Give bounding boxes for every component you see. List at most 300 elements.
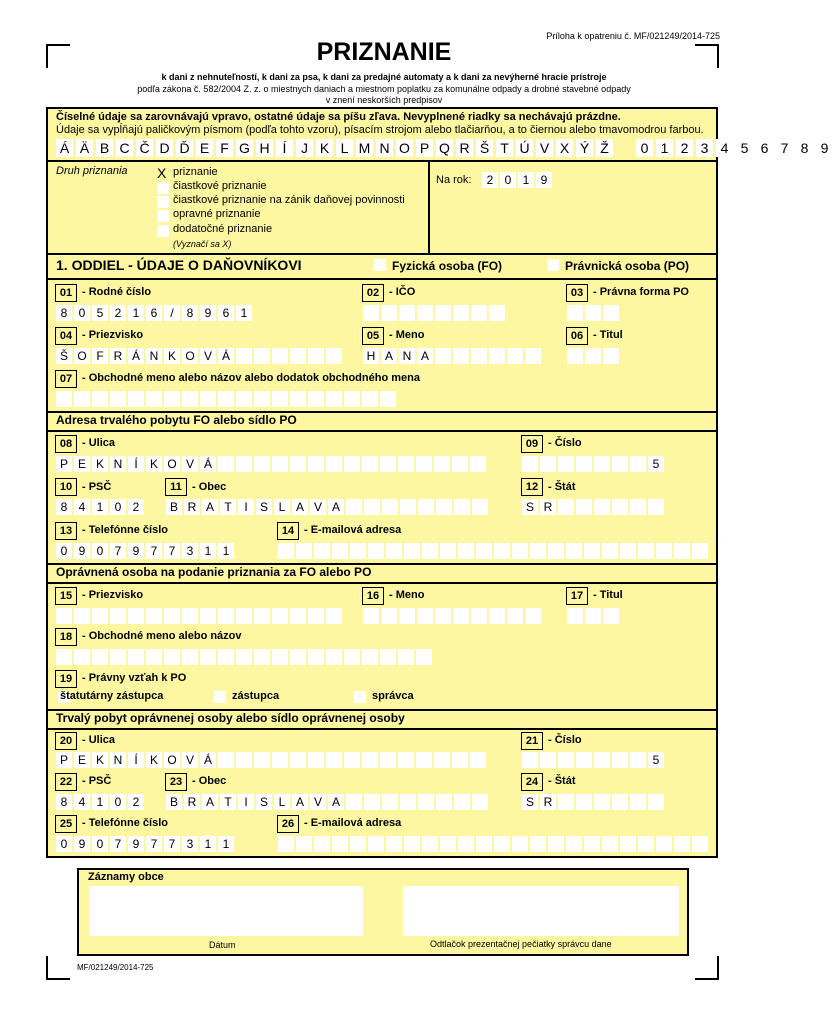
char-cell[interactable]: R: [540, 794, 556, 810]
char-cell[interactable]: [128, 608, 144, 624]
char-cell[interactable]: [648, 499, 664, 515]
char-cell[interactable]: V: [310, 499, 326, 515]
char-cell[interactable]: [416, 456, 432, 472]
char-cell[interactable]: [326, 391, 342, 407]
char-cell[interactable]: 8: [56, 794, 72, 810]
char-cell[interactable]: [278, 543, 294, 559]
street-field[interactable]: [56, 456, 486, 472]
char-cell[interactable]: [380, 649, 396, 665]
char-cell[interactable]: [612, 499, 628, 515]
char-cell[interactable]: [434, 752, 450, 768]
char-cell[interactable]: O: [182, 348, 198, 364]
auth-phone-field[interactable]: [56, 836, 234, 852]
char-cell[interactable]: E: [74, 752, 90, 768]
char-cell[interactable]: S: [256, 794, 272, 810]
char-cell[interactable]: [404, 543, 420, 559]
char-cell[interactable]: 9: [128, 543, 144, 559]
char-cell[interactable]: [381, 608, 397, 624]
char-cell[interactable]: [612, 456, 628, 472]
char-cell[interactable]: [182, 649, 198, 665]
auth-title-field[interactable]: [567, 608, 619, 624]
char-cell[interactable]: [218, 752, 234, 768]
char-cell[interactable]: [472, 499, 488, 515]
char-cell[interactable]: [400, 499, 416, 515]
char-cell[interactable]: K: [92, 752, 108, 768]
char-cell[interactable]: [530, 836, 546, 852]
char-cell[interactable]: 3: [182, 543, 198, 559]
char-cell[interactable]: 9: [128, 836, 144, 852]
char-cell[interactable]: 9: [74, 543, 90, 559]
char-cell[interactable]: 0: [74, 305, 90, 321]
char-cell[interactable]: [603, 305, 619, 321]
char-cell[interactable]: 1: [218, 836, 234, 852]
char-cell[interactable]: [308, 456, 324, 472]
char-cell[interactable]: T: [220, 499, 236, 515]
char-cell[interactable]: H: [363, 348, 379, 364]
char-cell[interactable]: [558, 456, 574, 472]
char-cell[interactable]: [458, 543, 474, 559]
char-cell[interactable]: [648, 794, 664, 810]
char-cell[interactable]: [567, 305, 583, 321]
char-cell[interactable]: [585, 305, 601, 321]
char-cell[interactable]: [576, 499, 592, 515]
char-cell[interactable]: [692, 543, 708, 559]
char-cell[interactable]: [272, 649, 288, 665]
char-cell[interactable]: [417, 305, 433, 321]
auth-business-name-field[interactable]: [56, 649, 432, 665]
char-cell[interactable]: S: [256, 499, 272, 515]
char-cell[interactable]: [522, 456, 538, 472]
char-cell[interactable]: [548, 836, 564, 852]
char-cell[interactable]: [380, 752, 396, 768]
char-cell[interactable]: [308, 391, 324, 407]
char-cell[interactable]: 7: [164, 543, 180, 559]
char-cell[interactable]: R: [110, 348, 126, 364]
char-cell[interactable]: [507, 348, 523, 364]
char-cell[interactable]: [296, 543, 312, 559]
char-cell[interactable]: [56, 608, 72, 624]
char-cell[interactable]: [638, 836, 654, 852]
char-cell[interactable]: [630, 499, 646, 515]
char-cell[interactable]: [530, 543, 546, 559]
char-cell[interactable]: [471, 348, 487, 364]
char-cell[interactable]: [380, 391, 396, 407]
char-cell[interactable]: [558, 752, 574, 768]
char-cell[interactable]: [272, 456, 288, 472]
char-cell[interactable]: [522, 752, 538, 768]
char-cell[interactable]: [74, 391, 90, 407]
char-cell[interactable]: 5: [648, 752, 664, 768]
char-cell[interactable]: [290, 649, 306, 665]
char-cell[interactable]: [507, 608, 523, 624]
char-cell[interactable]: V: [182, 456, 198, 472]
char-cell[interactable]: [630, 752, 646, 768]
char-cell[interactable]: [290, 608, 306, 624]
auth-surname-field[interactable]: [56, 608, 342, 624]
char-cell[interactable]: N: [110, 456, 126, 472]
char-cell[interactable]: [476, 543, 492, 559]
char-cell[interactable]: [272, 608, 288, 624]
char-cell[interactable]: [440, 543, 456, 559]
char-cell[interactable]: [404, 836, 420, 852]
char-cell[interactable]: [576, 456, 592, 472]
char-cell[interactable]: [92, 649, 108, 665]
char-cell[interactable]: 6: [146, 305, 162, 321]
year-field[interactable]: [482, 172, 552, 188]
char-cell[interactable]: [272, 391, 288, 407]
char-cell[interactable]: [418, 499, 434, 515]
char-cell[interactable]: [454, 499, 470, 515]
char-cell[interactable]: [494, 543, 510, 559]
char-cell[interactable]: [182, 391, 198, 407]
char-cell[interactable]: 8: [56, 305, 72, 321]
char-cell[interactable]: [435, 305, 451, 321]
checkbox-partial-termination[interactable]: [157, 196, 169, 208]
char-cell[interactable]: [612, 752, 628, 768]
char-cell[interactable]: [362, 456, 378, 472]
char-cell[interactable]: O: [164, 456, 180, 472]
char-cell[interactable]: 1: [200, 543, 216, 559]
char-cell[interactable]: [344, 456, 360, 472]
char-cell[interactable]: 0: [92, 836, 108, 852]
char-cell[interactable]: [236, 456, 252, 472]
char-cell[interactable]: B: [166, 499, 182, 515]
auth-house-number-field[interactable]: [522, 752, 664, 768]
char-cell[interactable]: A: [202, 794, 218, 810]
char-cell[interactable]: [254, 752, 270, 768]
char-cell[interactable]: F: [92, 348, 108, 364]
char-cell[interactable]: [620, 543, 636, 559]
char-cell[interactable]: [218, 608, 234, 624]
char-cell[interactable]: [332, 836, 348, 852]
char-cell[interactable]: [364, 499, 380, 515]
char-cell[interactable]: [594, 794, 610, 810]
char-cell[interactable]: K: [92, 456, 108, 472]
char-cell[interactable]: N: [399, 348, 415, 364]
char-cell[interactable]: [434, 456, 450, 472]
char-cell[interactable]: [399, 608, 415, 624]
char-cell[interactable]: [656, 836, 672, 852]
char-cell[interactable]: 7: [146, 543, 162, 559]
char-cell[interactable]: [200, 649, 216, 665]
char-cell[interactable]: [470, 456, 486, 472]
char-cell[interactable]: 2: [128, 499, 144, 515]
char-cell[interactable]: [128, 391, 144, 407]
char-cell[interactable]: N: [110, 752, 126, 768]
char-cell[interactable]: R: [184, 794, 200, 810]
char-cell[interactable]: 2: [110, 305, 126, 321]
auth-postcode-field[interactable]: [56, 794, 144, 810]
char-cell[interactable]: O: [74, 348, 90, 364]
char-cell[interactable]: [630, 456, 646, 472]
char-cell[interactable]: [386, 543, 402, 559]
char-cell[interactable]: [612, 794, 628, 810]
business-name-field[interactable]: [56, 391, 396, 407]
char-cell[interactable]: 5: [92, 305, 108, 321]
char-cell[interactable]: [476, 836, 492, 852]
char-cell[interactable]: [74, 608, 90, 624]
char-cell[interactable]: R: [184, 499, 200, 515]
char-cell[interactable]: [567, 608, 583, 624]
char-cell[interactable]: [436, 794, 452, 810]
char-cell[interactable]: [512, 836, 528, 852]
char-cell[interactable]: R: [540, 499, 556, 515]
char-cell[interactable]: [470, 752, 486, 768]
char-cell[interactable]: 9: [74, 836, 90, 852]
char-cell[interactable]: [362, 391, 378, 407]
country-field[interactable]: [522, 499, 664, 515]
char-cell[interactable]: [603, 608, 619, 624]
char-cell[interactable]: [272, 752, 288, 768]
char-cell[interactable]: [110, 649, 126, 665]
char-cell[interactable]: [382, 794, 398, 810]
char-cell[interactable]: [585, 608, 601, 624]
char-cell[interactable]: [56, 649, 72, 665]
char-cell[interactable]: [398, 456, 414, 472]
char-cell[interactable]: [454, 794, 470, 810]
char-cell[interactable]: [290, 391, 306, 407]
char-cell[interactable]: 7: [110, 543, 126, 559]
char-cell[interactable]: [417, 608, 433, 624]
char-cell[interactable]: [254, 348, 270, 364]
char-cell[interactable]: P: [56, 752, 72, 768]
char-cell[interactable]: [164, 391, 180, 407]
char-cell[interactable]: 8: [56, 499, 72, 515]
char-cell[interactable]: [164, 649, 180, 665]
char-cell[interactable]: [362, 649, 378, 665]
char-cell[interactable]: Í: [128, 752, 144, 768]
char-cell[interactable]: 2: [128, 794, 144, 810]
char-cell[interactable]: [326, 348, 342, 364]
char-cell[interactable]: L: [274, 794, 290, 810]
char-cell[interactable]: [566, 543, 582, 559]
char-cell[interactable]: [236, 348, 252, 364]
char-cell[interactable]: 8: [182, 305, 198, 321]
checkbox-administrator[interactable]: [354, 691, 366, 703]
char-cell[interactable]: [512, 543, 528, 559]
char-cell[interactable]: 1: [236, 305, 252, 321]
char-cell[interactable]: [326, 649, 342, 665]
char-cell[interactable]: [218, 391, 234, 407]
email-field[interactable]: [278, 543, 708, 559]
char-cell[interactable]: [674, 836, 690, 852]
char-cell[interactable]: [453, 348, 469, 364]
char-cell[interactable]: [386, 836, 402, 852]
char-cell[interactable]: S: [522, 794, 538, 810]
char-cell[interactable]: 5: [648, 456, 664, 472]
char-cell[interactable]: [368, 836, 384, 852]
char-cell[interactable]: [74, 649, 90, 665]
char-cell[interactable]: [254, 608, 270, 624]
char-cell[interactable]: Á: [128, 348, 144, 364]
char-cell[interactable]: 0: [110, 794, 126, 810]
char-cell[interactable]: /: [164, 305, 180, 321]
char-cell[interactable]: [620, 836, 636, 852]
char-cell[interactable]: [398, 649, 414, 665]
postcode-field[interactable]: [56, 499, 144, 515]
char-cell[interactable]: [566, 836, 582, 852]
char-cell[interactable]: [363, 305, 379, 321]
char-cell[interactable]: [218, 456, 234, 472]
char-cell[interactable]: A: [381, 348, 397, 364]
checkbox-representative[interactable]: [214, 691, 226, 703]
char-cell[interactable]: [344, 649, 360, 665]
char-cell[interactable]: 0: [500, 172, 516, 188]
char-cell[interactable]: [558, 794, 574, 810]
char-cell[interactable]: [110, 608, 126, 624]
char-cell[interactable]: [236, 649, 252, 665]
checkbox-fo[interactable]: [374, 259, 386, 271]
char-cell[interactable]: [382, 499, 398, 515]
char-cell[interactable]: [200, 391, 216, 407]
char-cell[interactable]: [594, 456, 610, 472]
char-cell[interactable]: A: [328, 794, 344, 810]
char-cell[interactable]: [440, 836, 456, 852]
char-cell[interactable]: 4: [74, 794, 90, 810]
char-cell[interactable]: [326, 752, 342, 768]
char-cell[interactable]: A: [202, 499, 218, 515]
char-cell[interactable]: [602, 836, 618, 852]
char-cell[interactable]: [363, 608, 379, 624]
char-cell[interactable]: K: [146, 752, 162, 768]
char-cell[interactable]: [146, 649, 162, 665]
char-cell[interactable]: 1: [92, 794, 108, 810]
stamp-box[interactable]: [403, 886, 679, 936]
char-cell[interactable]: [350, 543, 366, 559]
char-cell[interactable]: [585, 348, 601, 364]
char-cell[interactable]: 7: [110, 836, 126, 852]
auth-country-field[interactable]: [522, 794, 664, 810]
char-cell[interactable]: 4: [74, 499, 90, 515]
title-field[interactable]: [567, 348, 619, 364]
char-cell[interactable]: [422, 836, 438, 852]
char-cell[interactable]: 9: [536, 172, 552, 188]
char-cell[interactable]: 0: [92, 543, 108, 559]
char-cell[interactable]: [436, 499, 452, 515]
char-cell[interactable]: [471, 608, 487, 624]
char-cell[interactable]: [435, 348, 451, 364]
char-cell[interactable]: I: [238, 794, 254, 810]
char-cell[interactable]: [164, 608, 180, 624]
auth-email-field[interactable]: [278, 836, 708, 852]
char-cell[interactable]: [453, 608, 469, 624]
char-cell[interactable]: 3: [182, 836, 198, 852]
char-cell[interactable]: [381, 305, 397, 321]
char-cell[interactable]: A: [417, 348, 433, 364]
char-cell[interactable]: [92, 391, 108, 407]
char-cell[interactable]: [364, 794, 380, 810]
char-cell[interactable]: [489, 305, 505, 321]
char-cell[interactable]: [558, 499, 574, 515]
char-cell[interactable]: [380, 456, 396, 472]
char-cell[interactable]: K: [164, 348, 180, 364]
char-cell[interactable]: [453, 305, 469, 321]
char-cell[interactable]: [584, 836, 600, 852]
char-cell[interactable]: [400, 794, 416, 810]
char-cell[interactable]: A: [328, 499, 344, 515]
char-cell[interactable]: [525, 608, 541, 624]
char-cell[interactable]: A: [292, 499, 308, 515]
char-cell[interactable]: 1: [200, 836, 216, 852]
char-cell[interactable]: 1: [128, 305, 144, 321]
char-cell[interactable]: [296, 836, 312, 852]
char-cell[interactable]: 1: [218, 543, 234, 559]
char-cell[interactable]: [472, 794, 488, 810]
char-cell[interactable]: [346, 794, 362, 810]
auth-municipality-field[interactable]: [166, 794, 488, 810]
char-cell[interactable]: [326, 608, 342, 624]
char-cell[interactable]: [489, 608, 505, 624]
char-cell[interactable]: I: [238, 499, 254, 515]
char-cell[interactable]: [458, 836, 474, 852]
phone-field[interactable]: [56, 543, 234, 559]
char-cell[interactable]: V: [182, 752, 198, 768]
char-cell[interactable]: [146, 391, 162, 407]
char-cell[interactable]: [146, 608, 162, 624]
char-cell[interactable]: [416, 752, 432, 768]
date-box[interactable]: [89, 886, 363, 936]
checkbox-supplementary[interactable]: [157, 225, 169, 237]
char-cell[interactable]: [399, 305, 415, 321]
char-cell[interactable]: [435, 608, 451, 624]
char-cell[interactable]: O: [164, 752, 180, 768]
char-cell[interactable]: [346, 499, 362, 515]
char-cell[interactable]: [290, 456, 306, 472]
char-cell[interactable]: [674, 543, 690, 559]
char-cell[interactable]: [278, 836, 294, 852]
char-cell[interactable]: [489, 348, 505, 364]
char-cell[interactable]: 6: [218, 305, 234, 321]
char-cell[interactable]: A: [292, 794, 308, 810]
legal-form-field[interactable]: [567, 305, 619, 321]
char-cell[interactable]: [602, 543, 618, 559]
char-cell[interactable]: [332, 543, 348, 559]
char-cell[interactable]: [368, 543, 384, 559]
char-cell[interactable]: [540, 752, 556, 768]
char-cell[interactable]: [603, 348, 619, 364]
char-cell[interactable]: [398, 752, 414, 768]
char-cell[interactable]: [254, 391, 270, 407]
char-cell[interactable]: [272, 348, 288, 364]
char-cell[interactable]: [452, 456, 468, 472]
char-cell[interactable]: [326, 456, 342, 472]
char-cell[interactable]: [525, 348, 541, 364]
char-cell[interactable]: [594, 499, 610, 515]
char-cell[interactable]: Á: [200, 752, 216, 768]
char-cell[interactable]: [56, 391, 72, 407]
char-cell[interactable]: 2: [482, 172, 498, 188]
auth-street-field[interactable]: [56, 752, 486, 768]
char-cell[interactable]: [452, 752, 468, 768]
char-cell[interactable]: [254, 456, 270, 472]
char-cell[interactable]: [200, 608, 216, 624]
char-cell[interactable]: B: [166, 794, 182, 810]
char-cell[interactable]: V: [310, 794, 326, 810]
auth-first-name-field[interactable]: [363, 608, 541, 624]
char-cell[interactable]: [540, 456, 556, 472]
char-cell[interactable]: Á: [200, 456, 216, 472]
char-cell[interactable]: 0: [56, 543, 72, 559]
char-cell[interactable]: [548, 543, 564, 559]
char-cell[interactable]: [236, 391, 252, 407]
char-cell[interactable]: [692, 836, 708, 852]
char-cell[interactable]: [567, 348, 583, 364]
char-cell[interactable]: [471, 305, 487, 321]
char-cell[interactable]: V: [200, 348, 216, 364]
char-cell[interactable]: L: [274, 499, 290, 515]
char-cell[interactable]: [236, 752, 252, 768]
char-cell[interactable]: [314, 543, 330, 559]
